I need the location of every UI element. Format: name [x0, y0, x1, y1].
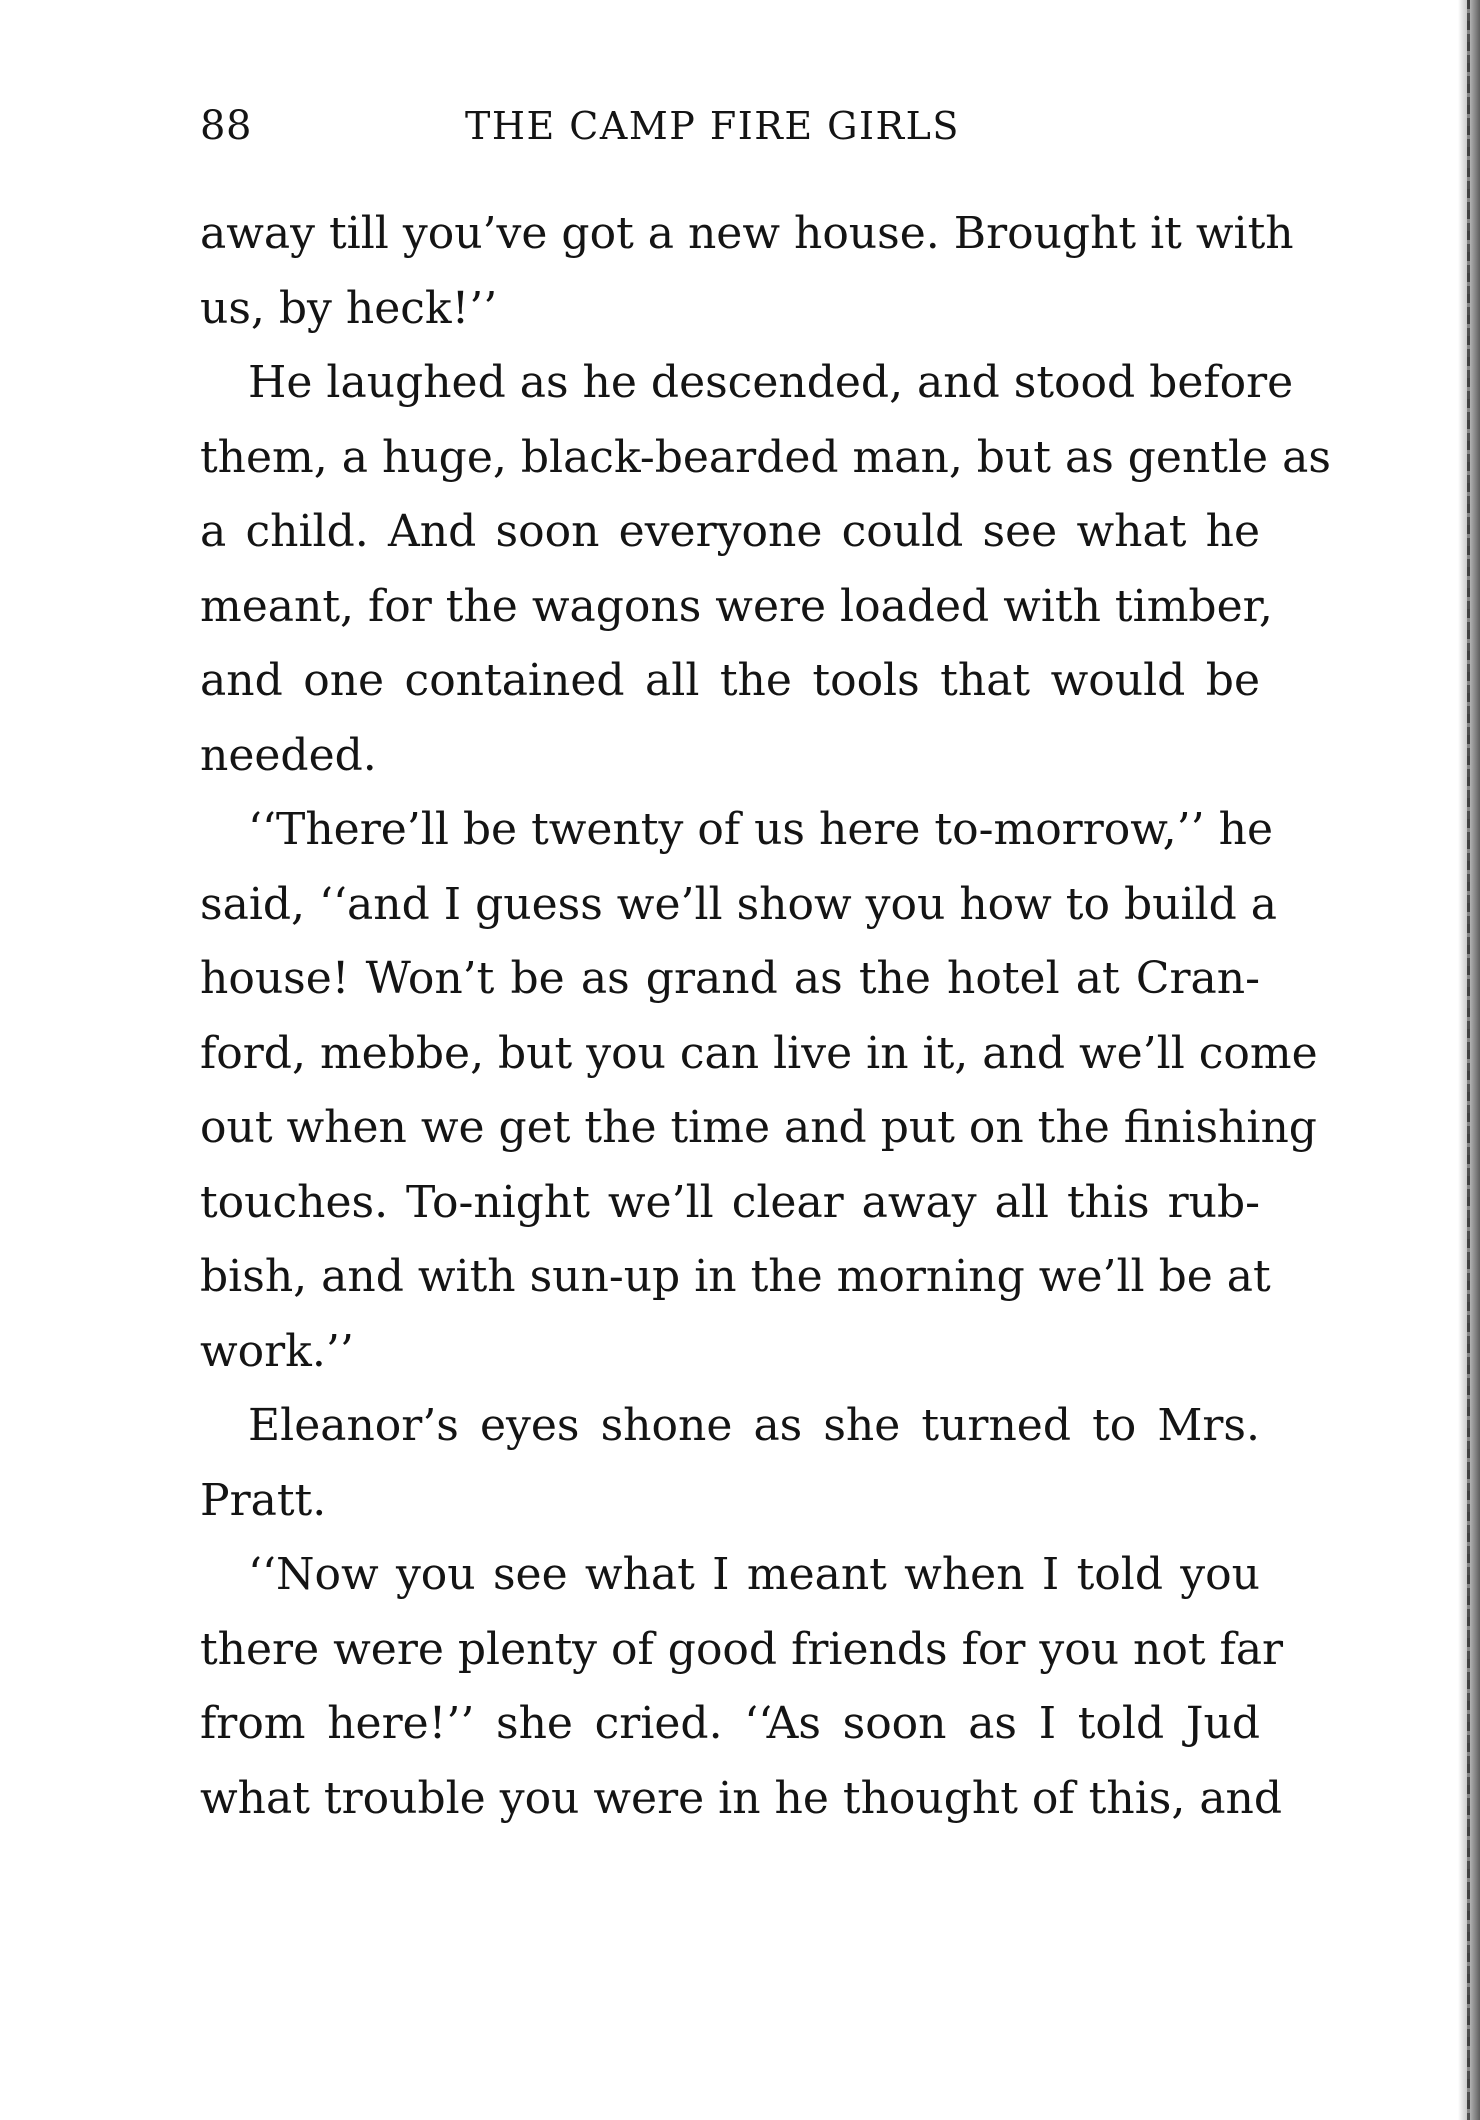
- text-line: Pratt.: [200, 1474, 327, 1526]
- page-number: 88: [200, 103, 252, 149]
- text-line: away till you’ve got a new house. Brought it with: [200, 208, 1294, 259]
- text-line: what trouble you were in he thought of this, and: [200, 1772, 1283, 1824]
- text-line: us, by heck!’’: [200, 282, 498, 334]
- text-line: needed.: [200, 729, 377, 781]
- text-line: said, ‘‘and I guess we’ll show you how to build a: [200, 878, 1277, 930]
- text-line: ford, mebbe, but you can live in it, and we’ll come: [200, 1027, 1318, 1079]
- text-line: bish, and with sun-up in the morning we’ll be at: [200, 1251, 1271, 1302]
- body-text: [200, 197, 1331, 1836]
- text-line: house! Won’t be as grand as the hotel at Cran-: [200, 953, 1260, 1004]
- text-line: from here!’’ she cried. ‘‘As soon as I told Jud: [200, 1698, 1260, 1749]
- text-line: and one contained all the tools that would be: [200, 655, 1260, 706]
- text-line: Eleanor’s eyes shone as she turned to Mrs.: [248, 1400, 1260, 1451]
- binding-edge: [1458, 0, 1480, 2120]
- binding-edge-shadow: [1467, 0, 1470, 2120]
- text-line: them, a huge, black-bearded man, but as gentle as: [200, 431, 1331, 483]
- text-line: out when we get the time and put on the finishing: [200, 1102, 1317, 1153]
- text-line: meant, for the wagons were loaded with timber,: [200, 580, 1273, 632]
- text-line: ‘‘There’ll be twenty of us here to-morrow,’’ he: [248, 804, 1273, 855]
- text-line: He laughed as he descended, and stood before: [248, 357, 1294, 408]
- text-line: work.’’: [200, 1325, 354, 1377]
- text-line: a child. And soon everyone could see what he: [200, 506, 1260, 557]
- running-title: THE CAMP FIRE GIRLS: [465, 104, 960, 148]
- text-line: there were plenty of good friends for you not far: [200, 1623, 1284, 1675]
- text-line: ‘‘Now you see what I meant when I told you: [248, 1549, 1260, 1600]
- text-line: touches. To-night we’ll clear away all this rub-: [200, 1176, 1260, 1228]
